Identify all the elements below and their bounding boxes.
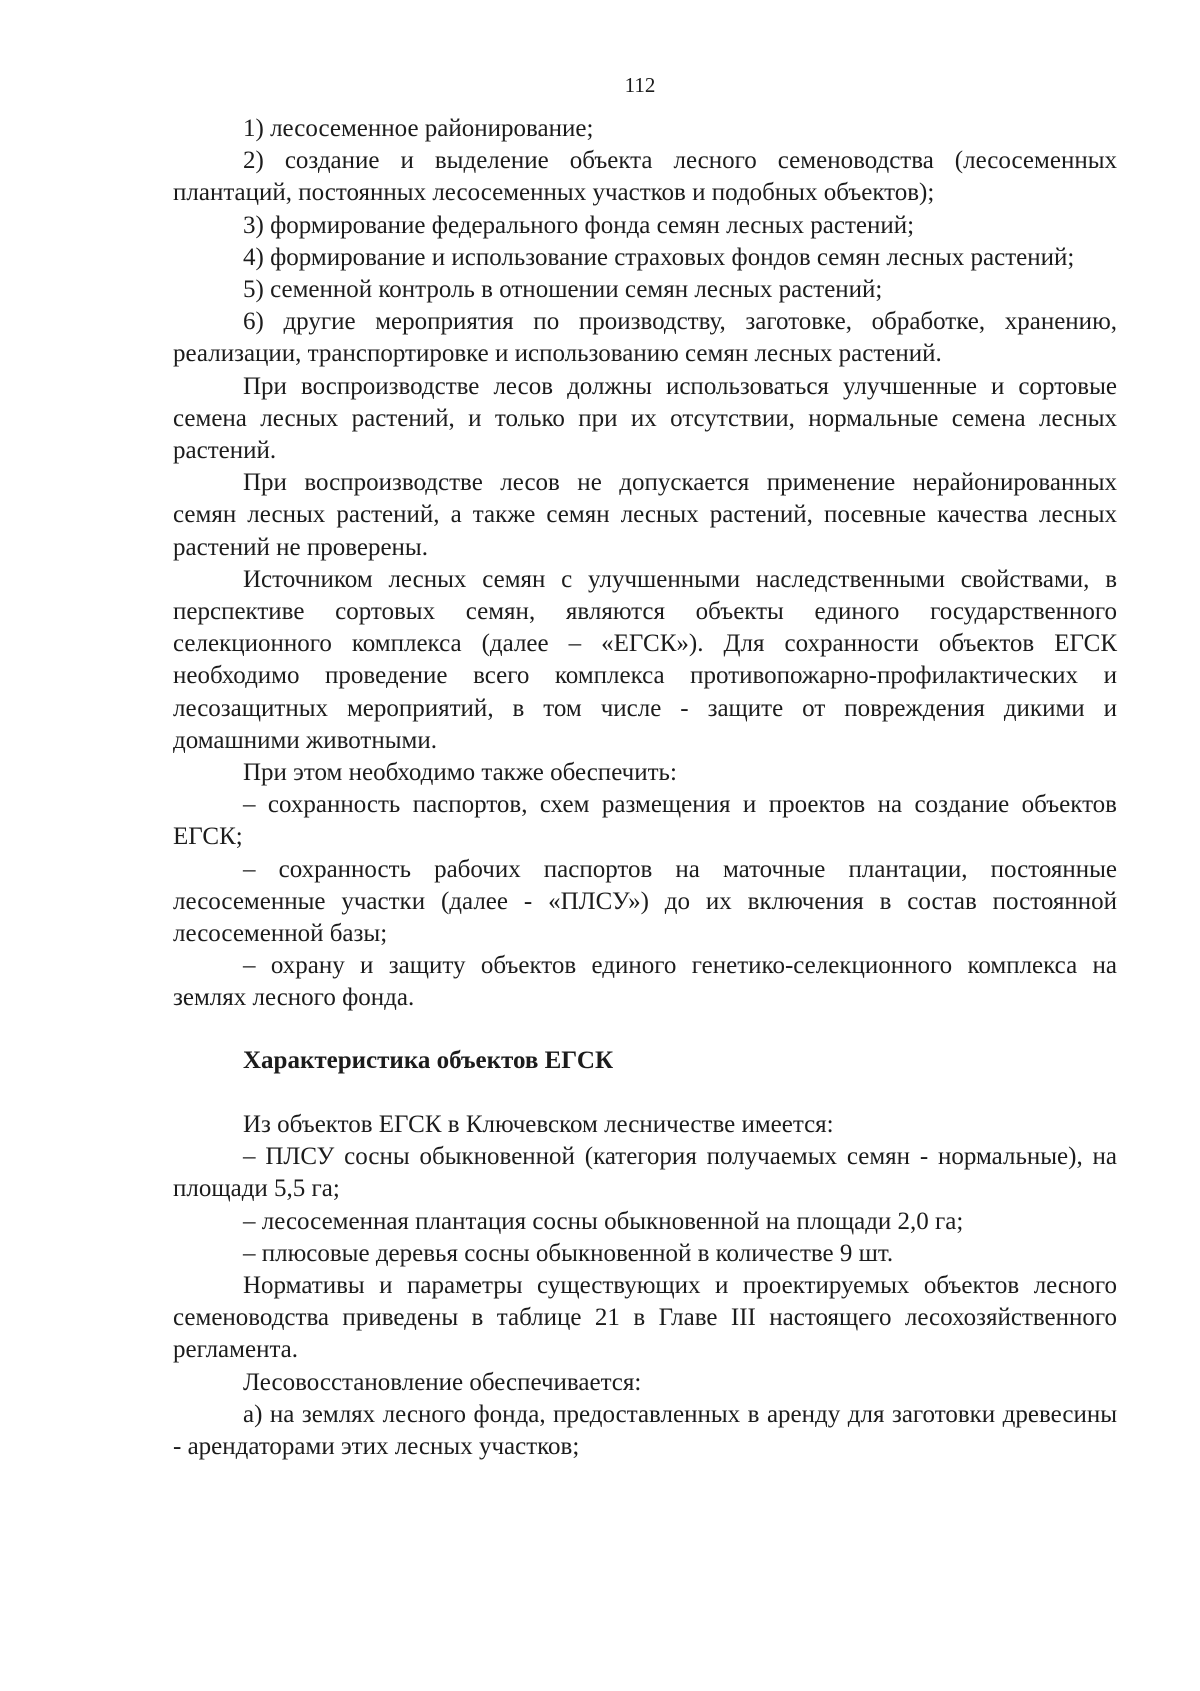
paragraph: а) на землях лесного фонда, предоставленных в аренду для заготовки древесины - арендаторами этих лесных участков; <box>173 1400 1117 1460</box>
paragraph: 5) семенной контроль в отношении семян лесных растений; <box>243 276 883 304</box>
paragraph: 2) создание и выделение объекта лесного семеноводства (лесосеменных плантаций, постоянных лесосеменных участков и подобных объектов); <box>173 147 1117 207</box>
paragraph: – лесосеменная плантация сосны обыкновенной на площади 2,0 га; <box>243 1207 964 1235</box>
paragraph: – сохранность паспортов, схем размещения и проектов на создание объектов ЕГСК; <box>173 791 1117 851</box>
page-number: 112 <box>624 73 656 97</box>
paragraph: – сохранность рабочих паспортов на маточные плантации, постоянные лесосеменные участки (далее - «ПЛСУ») до их включения в состав постоянной лесосеменной базы; <box>173 855 1117 948</box>
paragraph: – ПЛСУ сосны обыкновенной (категория получаемых семян - нормальные), на площади 5,5 га; <box>173 1143 1117 1203</box>
paragraph: 4) формирование и использование страховых фондов семян лесных растений; <box>243 243 1075 271</box>
section-heading: Характеристика объектов ЕГСК <box>243 1046 614 1074</box>
paragraph: При воспроизводстве лесов должны использоваться улучшенные и сортовые семена лесных растений, и только при их отсутствии, нормальные семена лесных растений. <box>173 372 1117 465</box>
paragraph: При этом необходимо также обеспечить: <box>243 759 677 787</box>
paragraph: 1) лесосеменное районирование; <box>243 115 594 142</box>
paragraph: – плюсовые деревья сосны обыкновенной в количестве 9 шт. <box>243 1239 894 1267</box>
paragraph: Нормативы и параметры существующих и проектируемых объектов лесного семеноводства приведены в таблице 21 в Главе III настоящего лесохозяйственного регламента. <box>173 1271 1117 1364</box>
paragraph: 6) другие мероприятия по производству, заготовке, обработке, хранению, реализации, транспортировке и использованию семян лесных растений. <box>173 308 1117 368</box>
paragraph: 3) формирование федерального фонда семян лесных растений; <box>243 211 915 239</box>
document-body <box>173 113 1117 1463</box>
paragraph: Лесовосстановление обеспечивается: <box>243 1368 642 1396</box>
paragraph: Источником лесных семян с улучшенными наследственными свойствами, в перспективе сортовых семян, являются объекты единого государственного селекционного комплекса (далее – «ЕГСК»). Для сохранности объектов ЕГСК необходимо проведение всего комплекса противопожарно-профилактических и лесозащитных мероприятий, в том числе - защите от повреждения дикими и домашними животными. <box>173 565 1117 754</box>
paragraph: При воспроизводстве лесов не допускается применение нерайонированных семян лесных растений, а также семян лесных растений, посевные качества лесных растений не проверены. <box>173 469 1117 561</box>
paragraph: – охрану и защиту объектов единого генетико-селекционного комплекса на землях лесного фонда. <box>173 952 1117 1012</box>
paragraph: Из объектов ЕГСК в Ключевском лесничестве имеется: <box>243 1110 834 1138</box>
